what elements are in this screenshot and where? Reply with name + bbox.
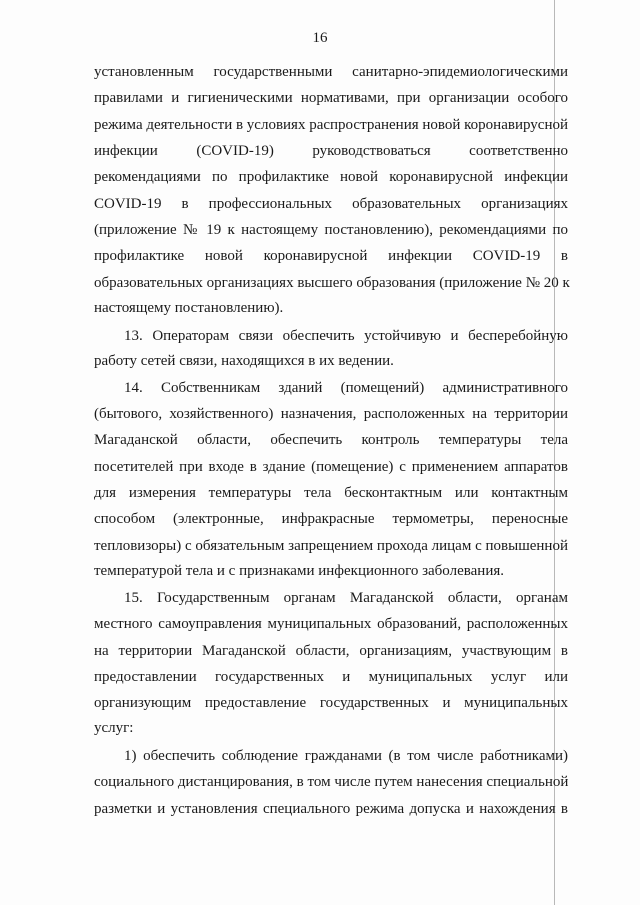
text-line: социального дистанцирования, в том числе путем нанесения специальной	[94, 774, 569, 790]
text-line: Магаданской области, обеспечить контроль температуры тела	[94, 432, 568, 448]
text-line: (приложение № 19 к настоящему постановлению), рекомендациями по	[94, 222, 568, 238]
subitem-1-line: 1) обеспечить соблюдение гражданами (в том числе работниками)	[124, 748, 568, 764]
paragraph-15-line: 15. Государственным органам Магаданской области, органам	[124, 590, 568, 606]
text-line: установленным государственными санитарно-эпидемиологическими	[94, 64, 568, 80]
text-line: рекомендациями по профилактике новой коронавирусной инфекции	[94, 169, 568, 185]
text-line: настоящему постановлению).	[94, 300, 284, 316]
text-line: режима деятельности в условиях распространения новой коронавирусной	[94, 117, 568, 133]
text-line: (бытового, хозяйственного) назначения, расположенных на территории	[94, 406, 568, 422]
text-line: работу сетей связи, находящихся в их ведении.	[94, 353, 394, 369]
text-line: инфекции (COVID-19) руководствоваться соответственно	[94, 143, 568, 159]
text-line: для измерения температуры тела бесконтактным или контактным	[94, 485, 568, 501]
text-line: температурой тела и с признаками инфекционного заболевания.	[94, 563, 505, 579]
text-line: тепловизоры) с обязательным запрещением прохода лицам с повышенной	[94, 538, 568, 554]
page-number: 16	[312, 30, 328, 46]
scan-edge-line	[554, 0, 555, 905]
text-line: разметки и установления специального режима допуска и нахождения в	[94, 801, 568, 817]
text-line: правилами и гигиеническими нормативами, при организации особого	[94, 90, 568, 106]
text-line: COVID-19 в профессиональных образовательных организациях	[94, 196, 568, 212]
text-line: профилактике новой коронавирусной инфекции COVID-19 в	[94, 248, 568, 264]
text-line: на территории Магаданской области, организациям, участвующим в	[94, 643, 568, 659]
text-line: способом (электронные, инфракрасные термометры, переносные	[94, 511, 568, 527]
paragraph-13-line: 13. Операторам связи обеспечить устойчивую и бесперебойную	[124, 328, 568, 344]
text-line: организующим предоставление государственных и муниципальных	[94, 695, 568, 711]
text-line: образовательных организациях высшего образования (приложение № 20 к	[94, 275, 570, 291]
text-line: услуг:	[94, 720, 134, 736]
text-line: предоставлении государственных и муниципальных услуг или	[94, 669, 568, 685]
paragraph-14-line: 14. Собственникам зданий (помещений) административного	[124, 380, 568, 396]
text-line: посетителей при входе в здание (помещение) с применением аппаратов	[94, 459, 568, 475]
text-line: местного самоуправления муниципальных образований, расположенных	[94, 616, 568, 632]
